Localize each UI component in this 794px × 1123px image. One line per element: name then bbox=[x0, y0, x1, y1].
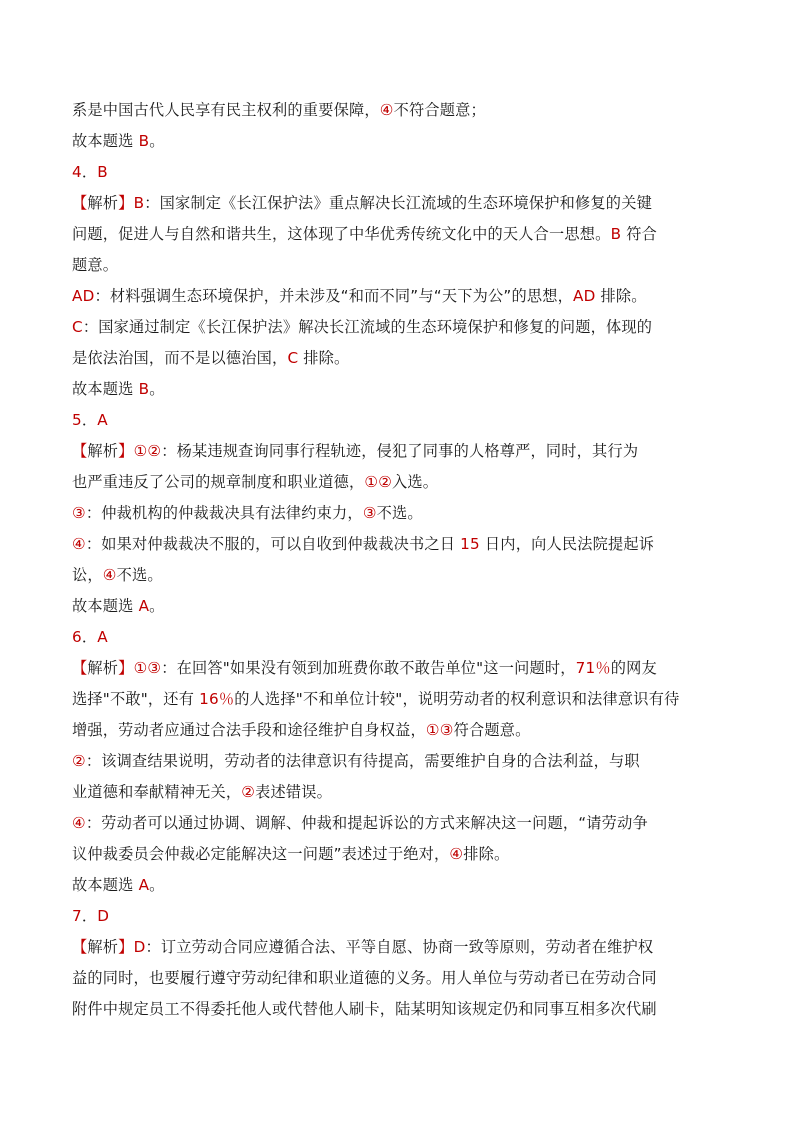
text-line: 题意。 bbox=[72, 256, 119, 274]
text-line: 讼，④不选。 bbox=[72, 566, 163, 584]
answer-heading: 5．A bbox=[72, 411, 108, 429]
conclusion-line: 故本题选 B。 bbox=[72, 380, 165, 398]
text-line: 选择"不敢"，还有 16％的人选择"不和单位计较"，说明劳动者的权利意识和法律意识有待 bbox=[72, 690, 680, 708]
text-line: ②：该调查结果说明，劳动者的法律意识有待提高，需要维护自身的合法利益，与职 bbox=[72, 752, 640, 770]
answer-heading: 4．B bbox=[72, 163, 108, 181]
analysis-line: 【解析】D：订立劳动合同应遵循合法、平等自愿、协商一致等原则，劳动者在维护权 bbox=[72, 938, 654, 956]
analysis-line: 【解析】B：国家制定《长江保护法》重点解决长江流域的生态环境保护和修复的关键 bbox=[72, 194, 652, 212]
answer-heading: 6．A bbox=[72, 628, 108, 646]
text-line: 是依法治国，而不是以德治国，C 排除。 bbox=[72, 349, 350, 367]
analysis-line: 【解析】①③：在回答"如果没有领到加班费你敢不敢告单位"这一问题时，71％的网友 bbox=[72, 659, 657, 677]
document-body bbox=[72, 95, 682, 1025]
text-line: ④：如果对仲裁裁决不服的，可以自收到仲裁裁决书之日 15 日内，向人民法院提起诉 bbox=[72, 535, 655, 553]
text-line: ④：劳动者可以通过协调、调解、仲裁和提起诉讼的方式来解决这一问题，“请劳动争 bbox=[72, 814, 648, 832]
text-line: 系是中国古代人民享有民主权利的重要保障，④不符合题意； bbox=[72, 101, 486, 119]
conclusion-line: 故本题选 B。 bbox=[72, 132, 165, 150]
text-line: 议仲裁委员会仲裁必定能解决这一问题”表述过于绝对，④排除。 bbox=[72, 845, 510, 863]
text-line: 问题，促进人与自然和谐共生，这体现了中华优秀传统文化中的天人合一思想。B 符合 bbox=[72, 225, 657, 243]
text-line: 附件中规定员工不得委托他人或代替他人刷卡，陆某明知该规定仍和同事互相多次代刷 bbox=[72, 1000, 657, 1018]
text-line: ③：仲裁机构的仲裁裁决具有法律约束力，③不选。 bbox=[72, 504, 423, 522]
analysis-line: 【解析】①②：杨某违规查询同事行程轨迹，侵犯了同事的人格尊严，同时，其行为 bbox=[72, 442, 639, 460]
text-line: 业道德和奉献精神无关，②表述错误。 bbox=[72, 783, 333, 801]
conclusion-line: 故本题选 A。 bbox=[72, 597, 165, 615]
text-line: AD：材料强调生态环境保护，并未涉及“和而不同”与“天下为公”的思想，AD 排除。 bbox=[72, 287, 647, 305]
text-line: 也严重违反了公司的规章制度和职业道德，①②入选。 bbox=[72, 473, 439, 491]
answer-heading: 7．D bbox=[72, 907, 110, 925]
text-line: 益的同时，也要履行遵守劳动纪律和职业道德的义务。用人单位与劳动者已在劳动合同 bbox=[72, 969, 657, 987]
text-line: C：国家通过制定《长江保护法》解决长江流域的生态环境保护和修复的问题，体现的 bbox=[72, 318, 653, 336]
conclusion-line: 故本题选 A。 bbox=[72, 876, 165, 894]
text-line: 增强，劳动者应通过合法手段和途径维护自身权益，①③符合题意。 bbox=[72, 721, 531, 739]
